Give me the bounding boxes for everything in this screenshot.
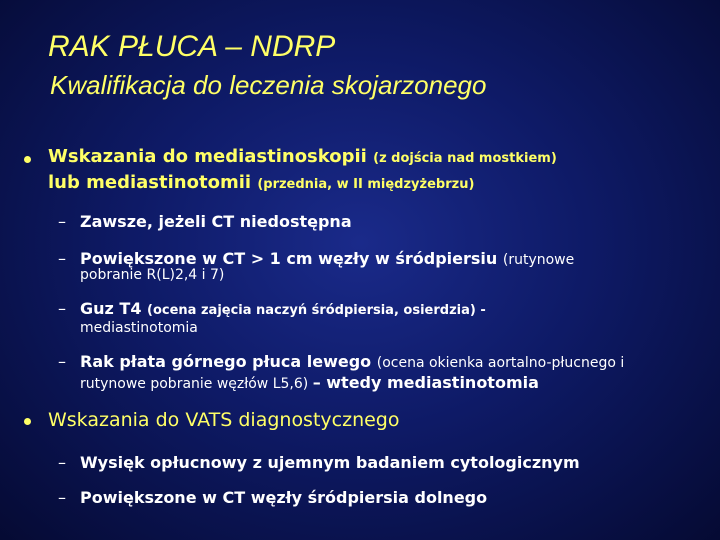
item-text: Powiększone w CT węzły śródpiersia dolnego xyxy=(80,488,488,507)
item-continuation xyxy=(80,374,539,393)
item-note: (ocena okienka aortalno-płucnego i xyxy=(376,355,625,371)
item-note: (ocena zajęcia naczyń śródpiersia, osierdzia) - xyxy=(147,303,486,318)
dash-marker: – xyxy=(58,488,66,507)
section1-line1-note: (z dojścia nad mostkiem) xyxy=(373,151,557,166)
item-continuation: pobranie R(L)2,4 i 7) xyxy=(80,267,225,283)
item-text: Rak płata górnego płuca lewego xyxy=(80,352,372,371)
dash-marker: – xyxy=(58,212,66,231)
list-item xyxy=(58,352,624,373)
list-item xyxy=(58,453,580,473)
item-continuation-strong: – wtedy mediastinotomia xyxy=(312,373,539,392)
section2-heading-text: Wskazania do VATS diagnostycznego xyxy=(48,409,400,431)
item-text: Guz T4 xyxy=(80,299,142,318)
section1-line2 xyxy=(48,170,474,198)
item-text: Powiększone w CT > 1 cm węzły w śródpiersiu xyxy=(80,249,498,268)
item-text: Zawsze, jeżeli CT niedostępna xyxy=(80,212,352,231)
slide-subtitle: Kwalifikacja do leczenia skojarzonego xyxy=(50,70,487,100)
section2-heading xyxy=(48,407,400,433)
dash-marker: – xyxy=(58,352,66,371)
dash-marker: – xyxy=(58,249,66,268)
section1-line1 xyxy=(48,144,557,172)
item-continuation-note: rutynowe pobranie węzłów L5,6) xyxy=(80,376,309,392)
list-item xyxy=(58,299,486,321)
dash-marker: – xyxy=(58,299,66,318)
list-item xyxy=(58,488,487,508)
item-note: (rutynowe xyxy=(502,252,575,268)
bullet-dot xyxy=(24,418,31,425)
item-continuation: mediastinotomia xyxy=(80,320,198,336)
dash-marker: – xyxy=(58,453,66,472)
list-item xyxy=(58,212,352,232)
item-text: Wysięk opłucnowy z ujemnym badaniem cytologicznym xyxy=(80,453,580,472)
bullet-dot xyxy=(24,156,31,163)
section1-line2-main: lub mediastinotomii xyxy=(48,172,252,193)
slide-title: RAK PŁUCA – NDRP xyxy=(48,30,336,63)
section1-line2-note: (przednia, w II międzyżebrzu) xyxy=(257,177,475,192)
section1-line1-main: Wskazania do mediastinoskopii xyxy=(48,146,367,167)
